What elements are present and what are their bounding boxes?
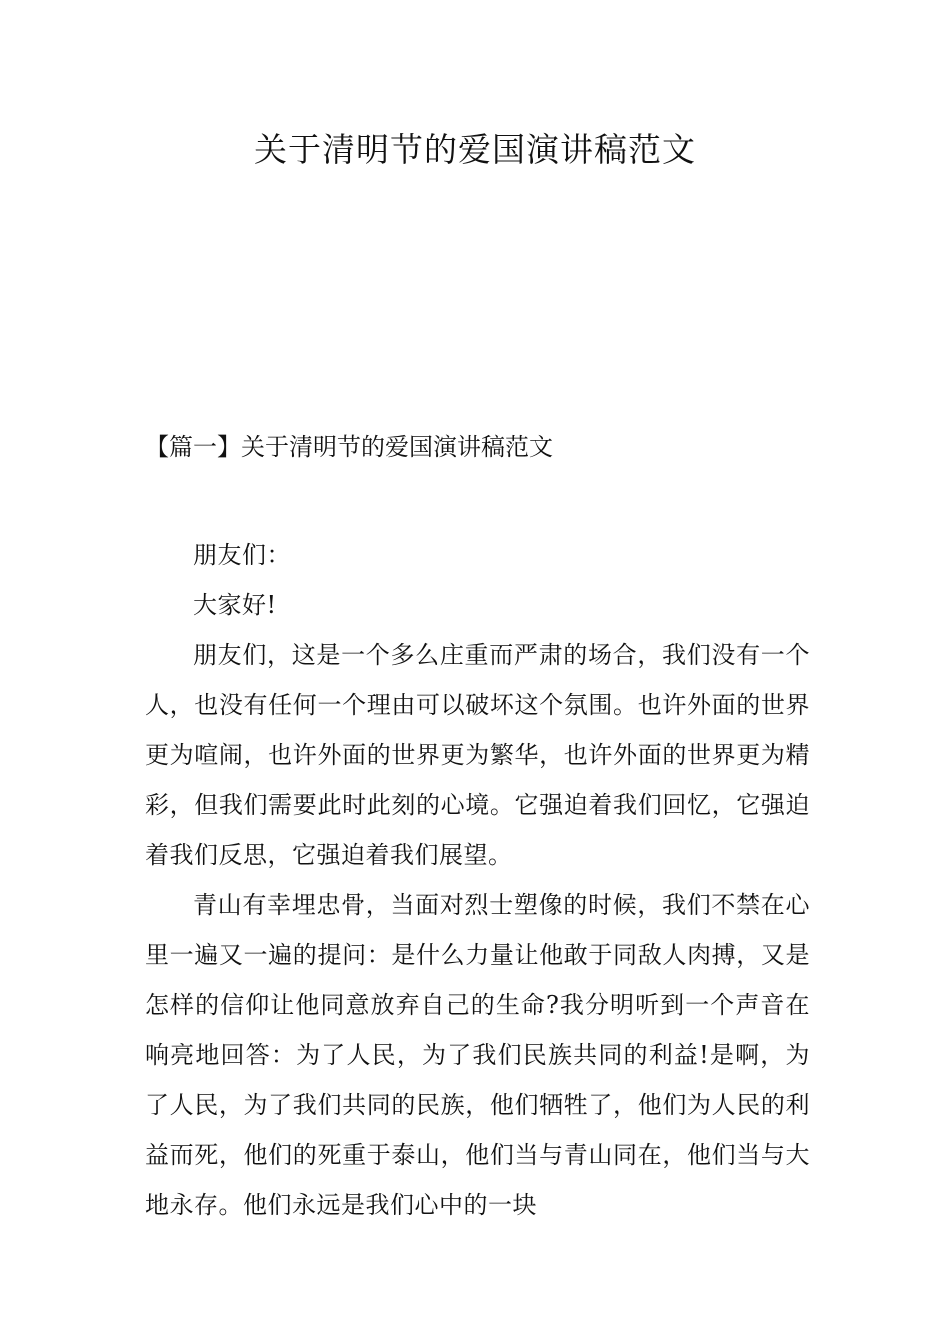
document-title: 关于清明节的爱国演讲稿范文 [254,130,696,169]
paragraph: 朋友们，这是一个多么庄重而严肃的场合，我们没有一个人，也没有任何一个理由可以破坏这个氛围。也许外面的世界更为喧闹，也许外面的世界更为繁华，也许外面的世界更为精彩，但我们需要此时此刻的心境。它强迫着我们回忆，它强迫着我们反思，它强迫着我们展望。 [145,641,810,869]
section-heading: 【篇一】关于清明节的爱国演讲稿范文 [145,433,553,461]
body-text [145,530,810,1230]
paragraph-salutation: 大家好! [193,591,277,619]
paragraph: 青山有幸埋忠骨，当面对烈士塑像的时候，我们不禁在心里一遍又一遍的提问：是什么力量让他敢于同敌人肉搏，又是怎样的信仰让他同意放弃自己的生命?我分明听到一个声音在响亮地回答：为了人民，为了我们民族共同的利益!是啊，为了人民，为了我们共同的民族，他们牺牲了，他们为人民的利益而死，他们的死重于泰山，他们当与青山同在，他们当与大地永存。他们永远是我们心中的一块 [145,891,810,1219]
paragraph-greeting: 朋友们： [193,541,291,569]
